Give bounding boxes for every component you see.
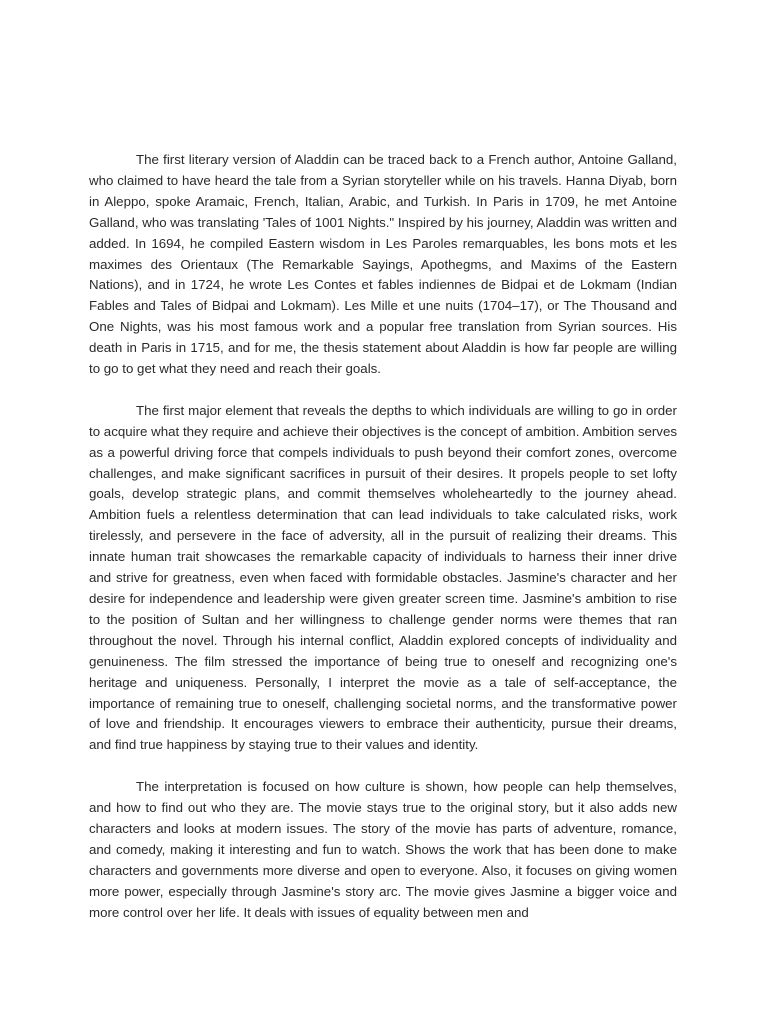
paragraph-2: The first major element that reveals the depths to which individuals are willing to go in order to acquire what they require and achieve their objectives is the concept of ambition. Ambition serves as a powerful driving force that compels individuals to push beyond their comfort zones, overcome challenges, and make significant sacrifices in pursuit of their desires. It propels people to set lofty goals, develop strategic plans, and commit themselves wholeheartedly to the journey ahead. Ambition fuels a relentless determination that can lead individuals to take calculated risks, work tirelessly, and persevere in the face of adversity, all in the pursuit of realizing their dreams. This innate human trait showcases the remarkable capacity of individuals to harness their inner drive and strive for greatness, even when faced with formidable obstacles. Jasmine's character and her desire for independence and leadership were given greater screen time. Jasmine's ambition to rise to the position of Sultan and her willingness to challenge gender norms were themes that ran throughout the novel. Through his internal conflict, Aladdin explored concepts of individuality and genuineness. The film stressed the importance of being true to oneself and recognizing one's heritage and uniqueness. Personally, I interpret the movie as a tale of self-acceptance, the importance of remaining true to oneself, challenging societal norms, and the transformative power of love and friendship. It encourages viewers to embrace their authenticity, pursue their dreams, and find true happiness by staying true to their values and identity. [89, 402, 677, 753]
paragraph-3: The interpretation is focused on how culture is shown, how people can help themselves, and how to find out who they are. The movie stays true to the original story, but it also adds new characters and looks at modern issues. The story of the movie has parts of adventure, romance, and comedy, making it interesting and fun to watch. Shows the work that has been done to make characters and governments more diverse and open to everyone. Also, it focuses on giving women more power, especially through Jasmine's story arc. The movie gives Jasmine a bigger voice and more control over her life. It deals with issues of equality between men and [89, 779, 677, 920]
essay-body [89, 150, 677, 944]
paragraph-1: The first literary version of Aladdin can be traced back to a French author, Antoine Galland, who claimed to have heard the tale from a Syrian storyteller while on his travels. Hanna Diyab, born in Aleppo, spoke Aramaic, French, Italian, Arabic, and Turkish. In Paris in 1709, he met Antoine Galland, who was translating 'Tales of 1001 Nights." Inspired by his journey, Aladdin was written and added. In 1694, he compiled Eastern wisdom in Les Paroles remarquables, les bons mots et les maximes des Orientaux (The Remarkable Sayings, Apothegms, and Maxims of the Eastern Nations), and in 1724, he wrote Les Contes et fables indiennes de Bidpai et de Lokmam (Indian Fables and Tales of Bidpai and Lokmam). Les Mille et une nuits (1704–17), or The Thousand and One Nights, was his most famous work and a popular free translation from Syrian sources. His death in Paris in 1715, and for me, the thesis statement about Aladdin is how far people are willing to go to get what they need and reach their goals. [89, 152, 677, 377]
